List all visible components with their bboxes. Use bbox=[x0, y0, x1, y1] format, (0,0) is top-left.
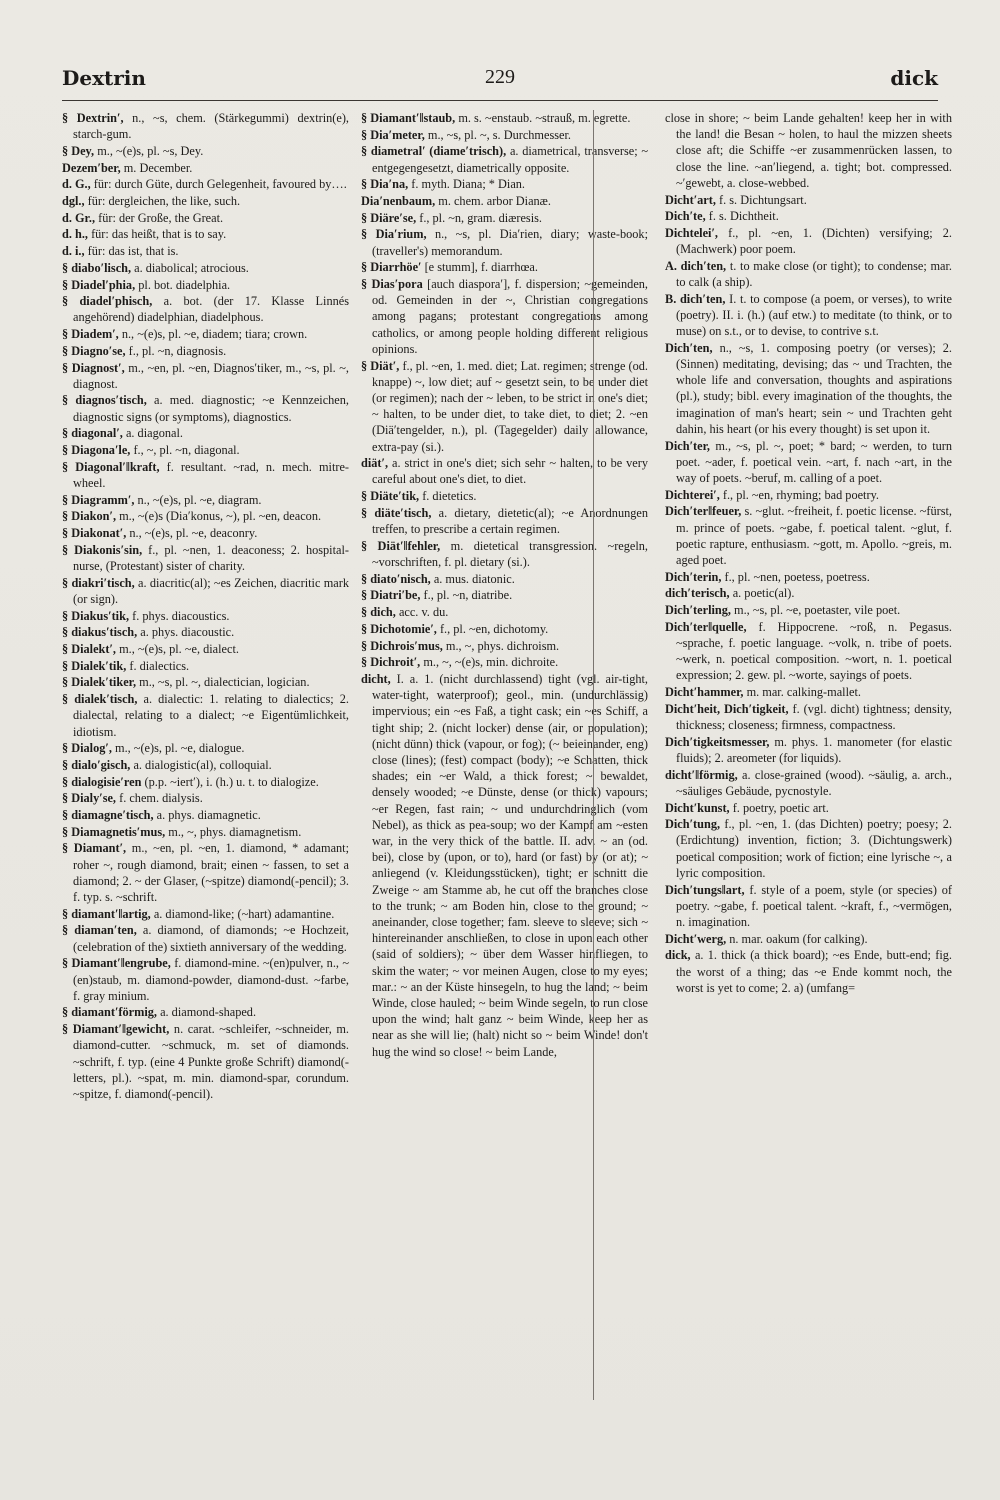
dictionary-entry bbox=[62, 110, 349, 142]
entry-headword: Dich′tung, bbox=[665, 817, 721, 832]
entry-headword: Dezem′ber, bbox=[62, 160, 121, 175]
entry-headword: § dich, bbox=[361, 605, 396, 620]
dictionary-entry bbox=[361, 193, 648, 209]
dictionary-entry bbox=[62, 508, 349, 524]
dictionary-entry bbox=[665, 110, 952, 191]
column-1 bbox=[62, 110, 349, 1480]
dictionary-entry bbox=[665, 225, 952, 257]
dictionary-entry bbox=[665, 438, 952, 487]
entry-definition: a. diamond, of diamonds; ~e Hochzeit, (celebration of the) sixtieth anniversary of the wedding. bbox=[73, 923, 349, 954]
entry-headword: § diamagne′tisch, bbox=[62, 808, 154, 823]
entry-headword: Dich′terling, bbox=[665, 603, 731, 618]
entry-headword: § Dialog′, bbox=[62, 741, 112, 756]
dictionary-entry bbox=[62, 608, 349, 624]
entry-definition: n., ~s, 1. composing poetry (or verses); 2. (Sinnen) meditating, devising; das ~ und Trachten, the whole life and conversation, thoughts and aspirations (pl.), study; bibl. every imagination of the thoughts, the imagination of man's heart; sein ~ und Trachten geht dahin, his heart (or his every thought) is set upon it. bbox=[676, 340, 952, 436]
dictionary-entry bbox=[62, 575, 349, 607]
dictionary-entry bbox=[62, 293, 349, 325]
dictionary-entry bbox=[361, 276, 648, 357]
entry-headword: § diamant′‖artig, bbox=[62, 906, 151, 921]
entry-headword: § Diagonal′‖kraft, bbox=[62, 459, 160, 474]
dictionary-entry bbox=[62, 143, 349, 159]
entry-definition: m. phys. 1. manometer (for elastic fluids); 2. areometer (for liquids). bbox=[676, 734, 952, 765]
entry-headword: Dicht′art, bbox=[665, 192, 716, 207]
entry-headword: § Dias′pora bbox=[361, 277, 423, 292]
entry-headword: § diamant′förmig, bbox=[62, 1005, 157, 1020]
entry-headword: § Dia′meter, bbox=[361, 127, 425, 142]
entry-definition: f. phys. diacoustics. bbox=[132, 608, 230, 623]
dictionary-entry bbox=[62, 1021, 349, 1102]
dictionary-entry bbox=[62, 1004, 349, 1020]
dictionary-entry bbox=[62, 525, 349, 541]
entry-definition: für: durch Güte, durch Gelegenheit, favoured by…. bbox=[93, 177, 347, 192]
dictionary-entry bbox=[62, 641, 349, 657]
entry-definition: n., ~(e)s, pl. ~e, diagram. bbox=[137, 492, 262, 507]
entry-definition: f., ~, pl. ~n, diagonal. bbox=[133, 443, 240, 458]
entry-headword: B. dich′ten, bbox=[665, 291, 726, 306]
entry-definition: f., pl. ~n, gram. diæresis. bbox=[419, 210, 542, 225]
entry-headword: § Diagnost′, bbox=[62, 360, 125, 375]
entry-definition: close in shore; ~ beim Lande gehalten! keep her in with the land! die Besan ~ holen, to haul the mizzen sheets close aft; die Schiffe ~er zusammenrücken lassen, to close the line. ~an′liegend, a. tight; bot. compressed. ~′gewebt, a. close-webbed. bbox=[665, 111, 952, 190]
entry-definition: m., ~en, pl. ~en, Diagnos′tiker, m., ~s, pl. ~, diagnost. bbox=[73, 360, 349, 391]
entry-headword: § Diäre′se, bbox=[361, 210, 417, 225]
entry-headword: dicht, bbox=[361, 671, 391, 686]
dictionary-entry bbox=[62, 906, 349, 922]
entry-headword: § Diakonat′, bbox=[62, 526, 127, 541]
entry-headword: Dia′nenbaum, bbox=[361, 194, 436, 209]
dictionary-entry bbox=[665, 684, 952, 700]
header-right-catchword: dick bbox=[890, 66, 938, 90]
entry-headword: § Diakon′, bbox=[62, 509, 117, 524]
dictionary-entry bbox=[665, 701, 952, 733]
entry-headword: § diagonal′, bbox=[62, 426, 123, 441]
entry-definition: m., ~, phys. diamagnetism. bbox=[168, 824, 302, 839]
entry-headword: Dich′tigkeitsmesser, bbox=[665, 734, 770, 749]
entry-definition: f., pl. ~n, diagnosis. bbox=[128, 343, 227, 358]
entry-headword: diät′, bbox=[361, 456, 389, 471]
entry-definition: s. ~glut. ~freiheit, f. poetic license. ~fürst, m. prince of poets. ~gabe, f. poetical talent. ~glut, f. poetic rapture, enthusiasm. ~gott, m. Apollo. ~greis, m. aged poet. bbox=[676, 504, 952, 567]
dictionary-entry bbox=[62, 740, 349, 756]
column-divider bbox=[593, 110, 594, 1400]
entry-headword: § Diagona′le, bbox=[62, 443, 131, 458]
dictionary-entry bbox=[62, 774, 349, 790]
entry-definition: a. dialogistic(al), colloquial. bbox=[133, 757, 272, 772]
dictionary-entry bbox=[361, 671, 648, 1060]
entry-headword: § Diakus′tik, bbox=[62, 608, 130, 623]
entry-headword: Dich′ter‖feuer, bbox=[665, 504, 742, 519]
dictionary-entry bbox=[62, 674, 349, 690]
dictionary-entry bbox=[62, 691, 349, 740]
dictionary-entry bbox=[665, 192, 952, 208]
entry-definition: m., ~en, pl. ~en, 1. diamond, * adamant; roher ~, rough diamond, brait; einen ~ fassen, to set a diamond; 2. ~ der Glaser, (~spitze) diamond(-pencil); 3. f. typ. s. ~schrift. bbox=[73, 841, 349, 905]
dictionary-entry bbox=[62, 343, 349, 359]
entry-headword: Dich′ten, bbox=[665, 340, 713, 355]
entry-headword: § diaman′ten, bbox=[62, 923, 137, 938]
column-2 bbox=[361, 110, 648, 1480]
entry-headword: d. i., bbox=[62, 244, 85, 259]
entry-headword: § Diamant′, bbox=[62, 841, 127, 856]
dictionary-entry bbox=[62, 824, 349, 840]
dictionary-entry bbox=[62, 955, 349, 1004]
dictionary-entry bbox=[361, 505, 648, 537]
entry-headword: § Dia′rium, bbox=[361, 227, 427, 242]
entry-definition: acc. v. du. bbox=[398, 605, 449, 620]
entry-definition: n., ~(e)s, pl. ~e, deaconry. bbox=[129, 526, 258, 541]
dictionary-entry bbox=[665, 503, 952, 568]
dictionary-entry bbox=[665, 208, 952, 224]
entry-headword: § Diamant′‖engrube, bbox=[62, 956, 171, 971]
entry-headword: § Dey, bbox=[62, 143, 95, 158]
entry-definition: a. diamond-like; (~hart) adamantine. bbox=[153, 906, 335, 921]
entry-definition: f. dialectics. bbox=[129, 658, 190, 673]
entry-columns bbox=[62, 110, 952, 1480]
running-header bbox=[62, 66, 938, 100]
dictionary-entry bbox=[361, 571, 648, 587]
dictionary-entry bbox=[665, 569, 952, 585]
dictionary-entry bbox=[62, 260, 349, 276]
entry-definition: m., ~(e)s, pl. ~e, dialogue. bbox=[115, 741, 245, 756]
entry-definition: a. med. diagnostic; ~e Kennzeichen, diagnostic signs (or symptoms), diagnostics. bbox=[73, 393, 349, 424]
dictionary-entry bbox=[62, 326, 349, 342]
entry-headword: § diakus′tisch, bbox=[62, 625, 138, 640]
entry-headword: § Diät′, bbox=[361, 358, 400, 373]
entry-definition: a. bot. (der 17. Klasse Linnés angehörend) diadelphian, diadelphous. bbox=[73, 294, 349, 325]
entry-headword: Dich′ter, bbox=[665, 438, 711, 453]
dictionary-entry bbox=[361, 110, 648, 126]
entry-definition: a. phys. diacoustic. bbox=[140, 625, 235, 640]
dictionary-entry bbox=[62, 243, 349, 259]
dictionary-entry bbox=[665, 734, 952, 766]
entry-definition: n. mar. oakum (for calking). bbox=[729, 931, 868, 946]
entry-definition: f. poetry, poetic art. bbox=[732, 800, 829, 815]
dictionary-entry bbox=[62, 160, 349, 176]
entry-definition: [e stumm], f. diarrhœa. bbox=[424, 260, 538, 275]
dictionary-entry bbox=[62, 840, 349, 905]
entry-definition: n. carat. ~schleifer, ~schneider, m. diamond-cutter. ~schmuck, m. set of diamonds. ~schrift, f. typ. (eine 4 Punkte große Schrift) diamond(-letters, pl.). ~spat, m. min. diamond-spar, corundum. ~spitze, f. diamond(-pencil). bbox=[73, 1022, 349, 1101]
entry-definition: a. phys. diamagnetic. bbox=[156, 808, 261, 823]
entry-headword: dick, bbox=[665, 948, 691, 963]
dictionary-entry bbox=[665, 602, 952, 618]
entry-headword: Dich′terin, bbox=[665, 569, 722, 584]
entry-headword: § dialogisie′ren bbox=[62, 774, 142, 789]
dictionary-entry bbox=[62, 459, 349, 491]
entry-headword: § Dichotomie′, bbox=[361, 621, 437, 636]
entry-definition: a. dialectic: 1. relating to dialectics; 2. dialectal, relating to a dialect; ~e Eigentümlichkeit, idiotism. bbox=[73, 692, 349, 739]
entry-definition: n., ~s, pl. Dia′rien, diary; waste-book; (traveller's) memorandum. bbox=[372, 227, 648, 258]
dictionary-entry bbox=[665, 291, 952, 340]
entry-definition: m., ~, ~(e)s, min. dichroite. bbox=[423, 655, 559, 670]
entry-headword: § Diarrhöe′ bbox=[361, 260, 422, 275]
entry-headword: § Diät′‖fehler, bbox=[361, 538, 441, 553]
dictionary-entry bbox=[361, 621, 648, 637]
entry-definition: t. to make close (or tight); to condense; mar. to calk (a ship). bbox=[676, 258, 952, 290]
header-left-catchword: Dextrin bbox=[62, 66, 146, 90]
dictionary-entry bbox=[361, 587, 648, 603]
entry-headword: dgl., bbox=[62, 194, 85, 209]
entry-definition: m. December. bbox=[123, 160, 193, 175]
dictionary-entry bbox=[62, 425, 349, 441]
entry-headword: Dichtelei′, bbox=[665, 225, 718, 240]
dictionary-entry bbox=[361, 358, 648, 455]
entry-headword: dich′terisch, bbox=[665, 586, 730, 601]
entry-definition: m. chem. arbor Dianæ. bbox=[438, 194, 551, 209]
entry-headword: Dichterei′, bbox=[665, 487, 720, 502]
dictionary-entry bbox=[361, 210, 648, 226]
dictionary-entry bbox=[62, 277, 349, 293]
entry-definition: f., pl. ~n, diatribe. bbox=[423, 588, 513, 603]
dictionary-entry bbox=[665, 947, 952, 996]
entry-definition: für: der Große, the Great. bbox=[98, 210, 224, 225]
entry-headword: § Dichrois′mus, bbox=[361, 638, 443, 653]
entry-headword: § dialo′gisch, bbox=[62, 757, 131, 772]
dictionary-entry bbox=[361, 226, 648, 258]
entry-definition: f., pl. ~en, 1. (das Dichten) poetry; poesy; 2. (Erdichtung) invention, fiction; 3. (Dichtungswerk) poetical composition; work of fiction; eine lyrische ~, a lyric composition. bbox=[676, 817, 952, 880]
entry-definition: f. myth. Diana; * Dian. bbox=[411, 177, 526, 192]
entry-definition: a. mus. diatonic. bbox=[433, 571, 515, 586]
page-number: 229 bbox=[485, 66, 515, 88]
entry-headword: § Dia′na, bbox=[361, 177, 409, 192]
entry-definition: a. 1. thick (a thick board); ~es Ende, butt-end; fig. the worst of a thing; das ~e Ende kommt noch, the worst is yet to come; 2. a) (umfang= bbox=[676, 948, 952, 995]
entry-definition: m., ~s, pl. ~, poet; * bard; ~ werden, to turn poet. ~ader, f. poetical vein. ~art, f. nach ~art, in the way of poets. ~beruf, m. calling of a poet. bbox=[676, 438, 952, 485]
entry-headword: Dicht′werg, bbox=[665, 931, 727, 946]
entry-definition: m., ~(e)s, pl. ~e, dialect. bbox=[119, 642, 239, 656]
entry-definition: f., pl. ~en, 1. med. diet; Lat. regimen; strenge (od. knappe) ~, low diet; auf ~ gesetzt sein, to be under diet (or regimen); nach der ~ leben, to be strict in one's diet; ~ halten, to be under diet, to take diet, to diet; 2. ~en (Diä′tengelder, n.), pl. (Tagegelder) daily allowance, extra-pay (si.). bbox=[372, 358, 648, 454]
entry-headword: § dialek′tisch, bbox=[62, 692, 138, 707]
dictionary-entry bbox=[361, 604, 648, 620]
entry-definition: f., pl. ~nen, poetess, poetress. bbox=[724, 569, 870, 584]
entry-definition: für: das heißt, that is to say. bbox=[91, 227, 227, 242]
entry-headword: dicht′‖förmig, bbox=[665, 767, 738, 782]
entry-definition: I. t. to compose (a poem, or verses), to write (poetry). II. i. (h.) (auf etw.) to meditate (to think, or to muse) on s.t., or to devise, to contrive s.t. bbox=[676, 291, 952, 339]
dictionary-entry bbox=[665, 931, 952, 947]
entry-headword: § Diatri′be, bbox=[361, 588, 421, 603]
dictionary-entry bbox=[665, 816, 952, 881]
entry-headword: Dicht′kunst, bbox=[665, 800, 730, 815]
entry-definition: f. style of a poem, style (or species) of poetry. ~gabe, f. poetical talent. ~kraft, f., ~vermögen, n. imagination. bbox=[676, 882, 952, 929]
entry-definition: f. (vgl. dicht) tightness; density, thickness; closeness; firmness, compactness. bbox=[676, 701, 952, 733]
entry-definition: pl. bot. diadelphia. bbox=[138, 277, 231, 292]
dictionary-entry bbox=[62, 442, 349, 458]
dictionary-entry bbox=[361, 654, 648, 670]
entry-headword: § Diagno′se, bbox=[62, 343, 126, 358]
entry-headword: Dicht′heit, Dich′tigkeit, bbox=[665, 701, 789, 716]
entry-headword: § Dialek′tik, bbox=[62, 658, 127, 673]
entry-definition: I. a. 1. (nicht durchlassend) tight (vgl. air-tight, water-tight, waterproof); geol., min. (undurchlässig) impervious; ein ~es Faß, a tight cask; ein ~es Schiff, a tight ship; 2. (nicht locker) dense (air, or population); (nicht dünn) thick (vapour, or fog); (~ beieinander, eng) close (lines); (fest) compact (body); ~e Schatten, thick shades; ein ~er Wald, a thick forest; ~ bewaldet, densely wooded; ~e Dünste, dense (or thick) vapours; ~er Regen, fast rain; ~ und undurchdringlich (vom Nebel), as thick as pea-soup; wo der Kampf am ~esten war, in the very thick of the battle. II. adv. ~ an (od. bei), close by (upon, or to), hard (or fast) by (or at); ~ anliegend (v. Kleidungsstücken), tight; er schnitt die Zweige ~ am Stamme ab, he cut off the branches close to the trunk; ~ am Boden hin, close to the ground; ~ aneinander, close together; fam. sleeve to sleeve; sich ~ hintereinander anschließen, to close in upon each other (said of soldiers); ~ über dem Wasser hinfliegen, to skim the water; ~ vor meinen Augen, close to my eyes; mar.: ~ an der Küste hinsegeln, to hug the land; ~ beim Winde, close hauled; ~ beim Winde segeln, to run close upon the wind; halt ganz ~ beim Winde, keep her as near as she will lie; (halt) nicht so ~ beim Winde! don't hug the wind so close! ~ beim Lande, bbox=[372, 671, 648, 1059]
entry-definition: f. Hippocrene. ~roß, n. Pegasus. ~sprache, f. poetic language. ~volk, n. tribe of poets. ~werk, n. poetical composition. ~wort, n. 1. poetical expression; 2. gew. pl. ~worte, sayings of poets. bbox=[676, 619, 952, 683]
entry-definition: [auch diaspora′], f. dispersion; ~gemeinden, od. Gemeinden in der ~, Christian congregations among pagans; protestant congregations among catholics, or among people holding different religious opinions. bbox=[372, 277, 648, 356]
entry-definition: a. poetic(al). bbox=[732, 586, 795, 601]
entry-definition: f., pl. ~en, dichotomy. bbox=[439, 621, 549, 636]
dictionary-entry bbox=[62, 492, 349, 508]
entry-definition: m. s. ~enstaub. ~strauß, m. egrette. bbox=[458, 111, 631, 125]
entry-definition: a. diagonal. bbox=[125, 426, 183, 441]
dictionary-entry bbox=[361, 638, 648, 654]
entry-definition: a. diametrical, transverse; ~ entgegengesetzt, diametrically opposite. bbox=[372, 144, 648, 175]
dictionary-entry bbox=[665, 487, 952, 503]
dictionary-entry bbox=[361, 143, 648, 175]
entry-definition: f., pl. ~nen, 1. deaconess; 2. hospital-nurse, (Protestant) sister of charity. bbox=[73, 542, 349, 573]
entry-headword: § Diamant′‖staub, bbox=[361, 111, 456, 125]
entry-headword: § Diadem′, bbox=[62, 327, 119, 342]
entry-definition: m., ~(e)s (Dia′konus, ~), pl. ~en, deacon. bbox=[119, 509, 322, 524]
entry-headword: § Diamagnetis′mus, bbox=[62, 824, 166, 839]
dictionary-entry bbox=[665, 767, 952, 799]
entry-definition: m., ~, phys. dichroism. bbox=[445, 638, 560, 653]
entry-definition: m. dietetical transgression. ~regeln, ~vorschriften, f. pl. dietary (si.). bbox=[372, 538, 648, 569]
entry-definition: m., ~s, pl. ~e, poetaster, vile poet. bbox=[734, 603, 901, 618]
dictionary-entry bbox=[62, 392, 349, 424]
entry-headword: § diadel′phisch, bbox=[62, 294, 153, 309]
entry-headword: § Diagramm′, bbox=[62, 492, 135, 507]
dictionary-entry bbox=[665, 258, 952, 290]
entry-definition: a. diamond-shaped. bbox=[160, 1005, 257, 1020]
entry-definition: n., ~s, chem. (Stärkegummi) dextrin(e), starch-gum. bbox=[73, 111, 349, 142]
entry-definition: a. dietary, dietetic(al); ~e Anordnungen treffen, to prescribe a certain regimen. bbox=[372, 505, 648, 537]
dictionary-entry bbox=[665, 619, 952, 684]
entry-definition: f., pl. ~en, 1. (Dichten) versifying; 2. (Machwerk) poor poem. bbox=[676, 225, 952, 257]
entry-headword: § Diakonis′sin, bbox=[62, 542, 143, 557]
dictionary-entry bbox=[665, 585, 952, 601]
entry-definition: für: dergleichen, the like, such. bbox=[87, 194, 241, 209]
entry-headword: § Dialek′tiker, bbox=[62, 675, 137, 690]
entry-headword: § diakri′tisch, bbox=[62, 575, 135, 590]
dictionary-entry bbox=[361, 127, 648, 143]
dictionary-entry bbox=[62, 226, 349, 242]
entry-headword: Dich′tungs‖art, bbox=[665, 882, 745, 897]
dictionary-entry bbox=[62, 807, 349, 823]
dictionary-entry bbox=[62, 658, 349, 674]
dictionary-entry bbox=[361, 538, 648, 570]
dictionary-entry bbox=[62, 757, 349, 773]
entry-headword: § Dichroit′, bbox=[361, 655, 421, 670]
entry-headword: § Diamant′‖gewicht, bbox=[62, 1022, 170, 1037]
dictionary-entry bbox=[62, 210, 349, 226]
entry-definition: m., ~s, pl. ~, s. Durchmesser. bbox=[427, 127, 571, 142]
entry-definition: f. resultant. ~rad, n. mech. mitre-wheel. bbox=[73, 459, 349, 490]
entry-headword: Dicht′hammer, bbox=[665, 685, 744, 700]
entry-definition: a. close-grained (wood). ~säulig, a. arch., ~säuliges Gebäude, pycnostyle. bbox=[676, 767, 952, 798]
entry-definition: a. diabolical; atrocious. bbox=[134, 260, 249, 275]
entry-definition: f. s. Dichtungsart. bbox=[719, 192, 807, 207]
dictionary-entry bbox=[62, 790, 349, 806]
entry-headword: § diagnos′tisch, bbox=[62, 393, 147, 408]
entry-definition: (p.p. ~iert′), i. (h.) u. t. to dialogize. bbox=[144, 774, 319, 789]
entry-headword: § Diadel′phia, bbox=[62, 277, 136, 292]
entry-headword: Dich′te, bbox=[665, 209, 706, 224]
dictionary-entry bbox=[62, 360, 349, 392]
entry-definition: f. s. Dichtheit. bbox=[708, 209, 779, 224]
dictionary-entry bbox=[361, 176, 648, 192]
entry-definition: m., ~(e)s, pl. ~s, Dey. bbox=[97, 143, 204, 158]
dictionary-entry bbox=[62, 922, 349, 954]
entry-definition: f. chem. dialysis. bbox=[119, 791, 203, 806]
entry-headword: § diametral′ (diame′trisch), bbox=[361, 144, 507, 159]
entry-headword: A. dich′ten, bbox=[665, 258, 727, 273]
entry-definition: f., pl. ~en, rhyming; bad poetry. bbox=[722, 487, 879, 502]
dictionary-entry bbox=[361, 455, 648, 487]
dictionary-entry bbox=[665, 340, 952, 437]
entry-headword: Dich′ter‖quelle, bbox=[665, 619, 747, 634]
dictionary-entry bbox=[361, 259, 648, 275]
entry-headword: § Dextrin′, bbox=[62, 111, 124, 125]
dictionary-entry bbox=[62, 542, 349, 574]
entry-definition: n., ~(e)s, pl. ~e, diadem; tiara; crown. bbox=[121, 327, 308, 342]
entry-headword: § Diäte′tik, bbox=[361, 489, 420, 504]
entry-definition: a. strict in one's diet; sich sehr ~ halten, to be very careful about one's diet, to diet. bbox=[372, 456, 648, 487]
entry-headword: d. Gr., bbox=[62, 210, 96, 225]
entry-headword: § diabo′lisch, bbox=[62, 260, 132, 275]
entry-headword: § Dialekt′, bbox=[62, 642, 117, 656]
entry-definition: f. dietetics. bbox=[422, 489, 477, 504]
entry-definition: für: das ist, that is. bbox=[87, 244, 179, 259]
entry-definition: m., ~s, pl. ~, dialectician, logician. bbox=[139, 675, 310, 690]
entry-headword: d. h., bbox=[62, 227, 88, 242]
dictionary-entry bbox=[62, 193, 349, 209]
entry-headword: § diato′nisch, bbox=[361, 571, 431, 586]
entry-definition: f. diamond-mine. ~(en)pulver, n., ~(en)staub, m. diamond-powder, diamond-dust. ~farbe, f. gray minium. bbox=[73, 956, 349, 1003]
dictionary-entry bbox=[361, 488, 648, 504]
entry-definition: a. diacritic(al); ~es Zeichen, diacritic mark (or sign). bbox=[73, 575, 349, 606]
dictionary-entry bbox=[665, 882, 952, 931]
entry-definition: m. mar. calking-mallet. bbox=[746, 685, 861, 700]
entry-headword: § Dialy′se, bbox=[62, 791, 117, 806]
dictionary-entry bbox=[62, 624, 349, 640]
column-3 bbox=[665, 110, 952, 1480]
header-rule bbox=[62, 100, 938, 101]
dictionary-entry bbox=[665, 800, 952, 816]
dictionary-entry bbox=[62, 176, 349, 192]
entry-headword: d. G., bbox=[62, 177, 91, 192]
entry-headword: § diäte′tisch, bbox=[361, 505, 432, 520]
